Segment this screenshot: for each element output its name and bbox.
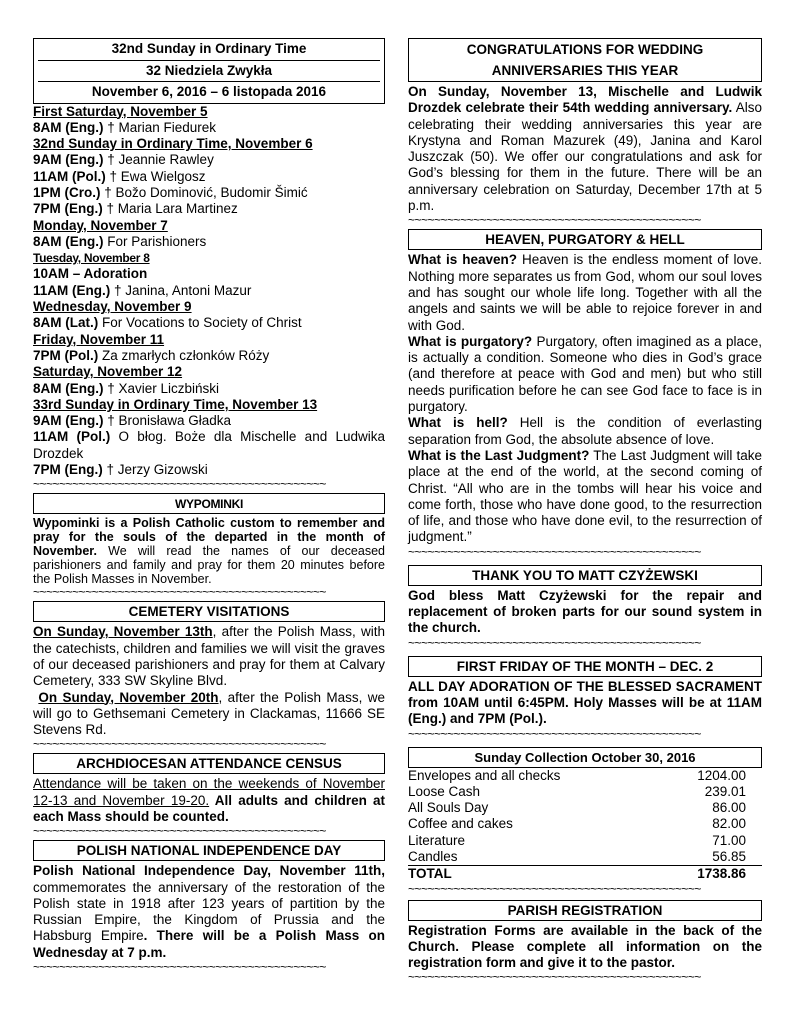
right-column: [408, 38, 762, 984]
divider: ~~~~~~~~~~~~~~~~~~~~~~~~~~~~~~~~~~~~~~~~~~~~~: [33, 825, 326, 839]
table-row: [408, 849, 762, 866]
divider: ~~~~~~~~~~~~~~~~~~~~~~~~~~~~~~~~~~~~~~~~~~~~~: [33, 961, 326, 975]
table-row: [408, 768, 762, 784]
mass-intention: 1PM (Cro.) † Božo Dominović, Budomir Šimić: [33, 184, 308, 200]
mass-intention: 8AM (Eng.) † Marian Fiedurek: [33, 119, 217, 135]
bulletin-title-box: [33, 38, 385, 104]
collection-amount: 71.00: [712, 832, 746, 848]
divider: ~~~~~~~~~~~~~~~~~~~~~~~~~~~~~~~~~~~~~~~~~~~~~: [408, 727, 701, 741]
judgment-text: What is the Last Judgment? The Last Judgment will take place at the end of the world, at the second coming of Christ. “All who are in the tombs will hear his voice and come forth, those who have done good, to the resurrection of life, and those who have done evil, to the resurrection of judgment.”: [408, 447, 762, 545]
schedule-day: Monday, November 7: [33, 217, 168, 233]
title-line-2: 32 Niedziela Zwykła: [38, 61, 380, 83]
collection-label: Literature: [408, 832, 466, 848]
census-text: Attendance will be taken on the weekends of November 12-13 and November 19-20. All adults and children at each Mass should be counted.: [33, 776, 385, 824]
collection-amount: 86.00: [712, 800, 746, 816]
mass-intention: 11AM (Eng.) † Janina, Antoni Mazur: [33, 282, 252, 298]
mass-intention: 7PM (Pol.) Za zmarłych członków Róży: [33, 347, 270, 363]
section-heading: ARCHDIOCESAN ATTENDANCE CENSUS: [33, 753, 385, 774]
title-line-1: 32nd Sunday in Ordinary Time: [38, 39, 380, 61]
thanks-text: God bless Matt Czyżewski for the repair and replacement of broken parts for our sound system in the church.: [408, 587, 762, 636]
registration-text: Registration Forms are available in the back of the Church. Please complete all information on the registration form and give it to the pastor.: [408, 922, 762, 971]
divider: ~~~~~~~~~~~~~~~~~~~~~~~~~~~~~~~~~~~~~~~~~~~~~: [408, 971, 701, 985]
heading-line: ANNIVERSARIES THIS YEAR: [491, 63, 679, 78]
total-row: [408, 866, 762, 883]
collection-label: Coffee and cakes: [408, 816, 513, 832]
schedule-day: Wednesday, November 9: [33, 299, 192, 315]
collection-amount: 1204.00: [697, 767, 746, 783]
table-row: [408, 800, 762, 816]
mass-intention: 7PM (Eng.) † Maria Lara Martinez: [33, 201, 238, 217]
table-row: [408, 816, 762, 832]
mass-intention: 7PM (Eng.) † Jerzy Gizowski: [33, 462, 208, 478]
collection-table: [408, 768, 762, 883]
section-heading: WYPOMINKI: [33, 493, 385, 514]
section-heading: [408, 38, 762, 82]
schedule-day: First Saturday, November 5: [33, 103, 208, 119]
cemetery-text-2: On Sunday, November 20th, after the Polish Mass, we will go to Gethsemani Cemetery in Clackamas, 11666 SE Stevens Rd.: [33, 689, 385, 738]
divider: ~~~~~~~~~~~~~~~~~~~~~~~~~~~~~~~~~~~~~~~~~~~~~: [408, 545, 701, 559]
schedule-day: Saturday, November 12: [33, 364, 183, 380]
cemetery-text-1: On Sunday, November 13th, after the Polish Mass, with the catechists, children and families we will visit the graves of our deceased parishioners and pray for them at Calvary Cemetery, 333 SW Skyline Blvd.: [33, 624, 385, 689]
divider: ~~~~~~~~~~~~~~~~~~~~~~~~~~~~~~~~~~~~~~~~~~~~~: [33, 478, 326, 492]
mass-intention: 8AM (Lat.) For Vocations to Society of Christ: [33, 315, 302, 331]
mass-intention: 8AM (Eng.) For Parishioners: [33, 233, 207, 249]
divider: ~~~~~~~~~~~~~~~~~~~~~~~~~~~~~~~~~~~~~~~~~~~~~: [408, 636, 701, 650]
mass-intention: 9AM (Eng.) † Bronisława Gładka: [33, 413, 232, 429]
table-row: [408, 833, 762, 849]
collection-label: Envelopes and all checks: [408, 767, 561, 783]
independence-text: Polish National Independence Day, November 11th, commemorates the anniversary of the restoration of the Polish state in 1918 after 123 years of partition by the Russian Empire, the Kingdom of Prussia and the Habsburg Empire. There will be a Polish Mass on Wednesday at 7 p.m.: [33, 863, 386, 960]
friday-text: ALL DAY ADORATION OF THE BLESSED SACRAMENT from 10AM until 6:45PM. Holy Masses will be at 11AM (Eng.) and 7PM (Pol.).: [408, 678, 762, 727]
mass-intention: 11AM (Pol.) † Ewa Wielgosz: [33, 168, 206, 184]
divider: ~~~~~~~~~~~~~~~~~~~~~~~~~~~~~~~~~~~~~~~~~~~~~: [408, 214, 701, 228]
adoration-line: 10AM – Adoration: [33, 266, 148, 282]
title-line-3: November 6, 2016 – 6 listopada 2016: [91, 84, 327, 99]
schedule-day: Friday, November 11: [33, 331, 165, 347]
heading-line: CONGRATULATIONS FOR WEDDING: [466, 42, 704, 57]
section-heading: FIRST FRIDAY OF THE MONTH – DEC. 2: [408, 656, 762, 677]
section-heading: POLISH NATIONAL INDEPENDENCE DAY: [33, 840, 385, 861]
schedule-day: 33rd Sunday in Ordinary Time, November 13: [33, 396, 318, 412]
collection-label: Loose Cash: [408, 783, 481, 799]
total-label: TOTAL: [408, 866, 452, 882]
section-heading: CEMETERY VISITATIONS: [33, 601, 385, 622]
mass-intention: 11AM (Pol.) O błog. Boże dla Mischelle and Ludwika Drozdek: [33, 429, 386, 461]
collection-amount: 239.01: [704, 783, 746, 799]
wypominki-text: Wypominki is a Polish Catholic custom to remember and pray for the souls of the departed in the month of November. We will read the names of our deceased parishioners and family and pray for them 20 minutes before the Polish Masses in November.: [33, 516, 385, 587]
section-heading: THANK YOU TO MATT CZYŻEWSKI: [408, 565, 762, 586]
mass-schedule: [33, 104, 385, 479]
divider: ~~~~~~~~~~~~~~~~~~~~~~~~~~~~~~~~~~~~~~~~~~~~~: [33, 738, 326, 752]
collection-label: All Souls Day: [408, 800, 489, 816]
schedule-day: 32nd Sunday in Ordinary Time, November 6: [33, 136, 313, 152]
collection-label: Candles: [408, 849, 656, 866]
heaven-text: What is heaven? Heaven is the endless moment of love. Nothing more separates us from God, whom our soul loves and has sought our whole life long. Together with all the angels and saints we will be able to rejoice forever in and with God.: [408, 252, 762, 333]
left-column: [33, 38, 385, 974]
collection-amount: 82.00: [712, 816, 746, 832]
mass-intention: 8AM (Eng.) † Xavier Liczbiński: [33, 380, 220, 396]
section-heading: Sunday Collection October 30, 2016: [408, 747, 762, 768]
total-amount: 1738.86: [697, 866, 746, 882]
hell-text: What is hell? Hell is the condition of everlasting separation from God, the absolute absence of love.: [408, 415, 762, 447]
wedding-text: On Sunday, November 13, Mischelle and Ludwik Drozdek celebrate their 54th wedding anniversary. Also celebrating their wedding anniversaries this year are Krystyna and Roman Mazurek (49), Janina and Karol Juszczak (50). We offer our congratulations and ask for God’s blessing for them in the future. There will be an anniversary celebration on Saturday, December 17th at 5 p.m.: [408, 84, 762, 214]
mass-intention: 9AM (Eng.) † Jeannie Rawley: [33, 152, 214, 168]
divider: ~~~~~~~~~~~~~~~~~~~~~~~~~~~~~~~~~~~~~~~~~~~~~: [408, 882, 701, 896]
divider: ~~~~~~~~~~~~~~~~~~~~~~~~~~~~~~~~~~~~~~~~~~~~~: [33, 586, 326, 600]
collection-amount: 56.85: [656, 849, 762, 866]
schedule-day: Tuesday, November 8: [33, 251, 150, 266]
table-row: [408, 784, 762, 800]
purgatory-text: What is purgatory? Purgatory, often imagined as a place, is actually a condition. Someone who dies in God’s grace (and therefore at peace with God and men) but who still needs purification before he can see God face to face is in purgatory.: [408, 333, 762, 415]
section-heading: HEAVEN, PURGATORY & HELL: [408, 229, 762, 250]
section-heading: PARISH REGISTRATION: [408, 900, 762, 921]
